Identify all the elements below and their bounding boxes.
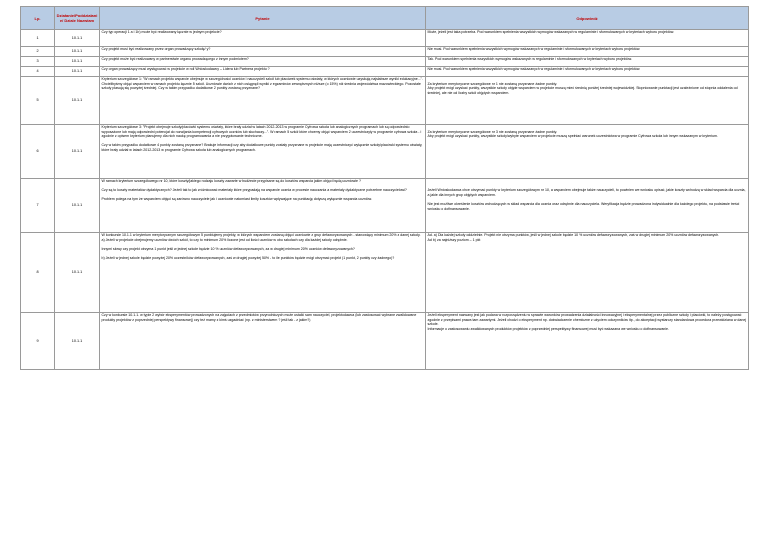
header-lp[interactable]: Lp. [21, 7, 55, 30]
question-text: Czy są to koszty materiałów dydaktycznych? Jeżeli tak to jak zróżnicować materiały które przypadają na wsparcie ucznia w procesie nauczania a materiały dydaktyczne potrzebne nauczycielowi? [101, 188, 407, 193]
row-number-cell[interactable]: 8 [21, 233, 55, 313]
question-cell[interactable] [100, 57, 426, 67]
question-text: Innymi słowy czy projekt otrzyma 1 punkt jeśli w jednej szkole będzie 10 % uczniów defaworyzowanych, za w drugiej minimum 20% uczniów defaworyzowanych? [101, 246, 355, 251]
question-cell[interactable] [100, 47, 426, 57]
answer-text: Nie musi. Pod warunkiem spełnienia wszystkich wymogów wskazanych w regulaminie i sformułowanych w kryteriach wyboru projektów. [427, 47, 641, 51]
answer-text: Ad b) za najniższy poziom – 1 pkt [427, 237, 481, 242]
answer-text: Informacje o zastosowaniu zwalidowanych produktów projektów z poprzedniej perspektywy finansowej musi być wskazana we wniosku o dofinansowanie. [427, 326, 670, 331]
question-text: Kryterium szczegółowe 3: "Projekt obejmuje szkoły/placówki systemu oświaty, które brały udział w latach 2012-2013 w programie Cyfrowa szkoła lub analogicznych programach lub są odpowiednio wyposażone lub mają odpowiedni potencjał do rozwijania kompetencji cyfrowych uczniów lub słuchaczy...". W ramach 5 szkół które chcemy objąć wsparciem 2 uczestniczyły w programie cyfrowa szkoła - i zgodnie z opisem kryterium planujemy dla nich naukę programowania a nie przygotowanie techniczne. [101, 125, 422, 139]
answer-text: Jeżeli Wnioskodawca chce otrzymać punkty w kryterium szczegółowym nr 10, a wsparciem obejmuje także nauczycieli, to powinien we wniosku opisać, jakie koszty wchodzą w skład wsparcia dla ucznia, a jakie dla innych grup objętych wsparciem. [427, 188, 746, 197]
measure-cell[interactable]: 10.1.1 [55, 179, 100, 233]
header-nr[interactable]: Działanie/Poddziałanie/ Dziale Nazwiam [55, 7, 100, 30]
table-row [21, 57, 749, 67]
qa-table [20, 6, 749, 370]
answer-cell[interactable] [426, 57, 749, 67]
table-row [21, 67, 749, 77]
question-cell[interactable] [100, 30, 426, 47]
row-number-cell[interactable]: 3 [21, 57, 55, 67]
answer-text: Ad. a) Dla każdej szkoły oddzielnie. Projekt nie otrzyma punktów, jeśli w jednej szkole będzie 10 % uczniów defaworyzowanych, zaś w drugiej minimum 20% uczniów defaworyzowanych. [427, 233, 720, 237]
answer-text: Jeżeli eksperyment nazwany jest jak podana w rozporządzeniu w sprawie warunków prowadzenia działalności innowacyjnej i eksperymentalnej przez publiczne szkoły i placówki, to należy postępować zgodnie z przepisami prawa tam zawartymi. Jeżeli chodzi o eksperyment np. doświadczenie chemiczne z użyciem odczynników itp., do akceptacji wystarczy standardowa procedura przewidziana w danej szkole. [427, 313, 747, 327]
header-row [21, 7, 749, 30]
table-row [21, 233, 749, 313]
question-text: Czy typ operacji 1 a i 1b) może być realizowany łącznie w jednym projekcie? [101, 30, 222, 34]
row-number-cell[interactable]: 5 [21, 77, 55, 125]
question-text: Czy w konkursie 10.1.1. w typie 2 wybór eksperymentów prowadzonych na zajęciach z przedmiotów przyrodniczych może ustalić sam nauczyciel, projektodawca (lub zastosować wybrane zwalidowane produkty projektów z poprzedniej perspektywy finansowej) czy też mamy z kimś uzgadniać (np. z ministerstwem ? jeśli tak - z jakim?) [101, 313, 417, 322]
question-cell[interactable] [100, 233, 426, 313]
answer-cell[interactable] [426, 67, 749, 77]
table-row [21, 179, 749, 233]
question-cell[interactable] [100, 77, 426, 125]
row-number-cell[interactable]: 6 [21, 125, 55, 179]
question-text: Czy w takim przypadku dodatkowe 4 punkty zostaną przyznane? Brakuje informacji czy aby dodatkowe punkty zostały przyznane w projekcie mają uczestniczyć wyłącznie szkoły/placówki systemu oświaty, które brały udział w latach 2012-2013 w programie Cyfrowa szkoła lub analogicznych programach. [101, 143, 423, 152]
answer-cell[interactable] [426, 30, 749, 47]
answer-text: Aby projekt mógł uzyskać punkty, wszystkie szkoły objęte wsparciem w projekcie muszą mieć średnią poniżej średniej wojewódzkiej. Stopniowanie punktacji jest uzależnione od stopnia oddalenia od średniej, ale nie od liczby szkół objętych wsparciem. [427, 86, 738, 95]
answer-cell[interactable] [426, 47, 749, 57]
table-row [21, 30, 749, 47]
table-row [21, 313, 749, 370]
table-row [21, 47, 749, 57]
question-cell[interactable] [100, 313, 426, 370]
answer-cell[interactable] [426, 125, 749, 179]
measure-cell[interactable]: 10.1.1 [55, 57, 100, 67]
answer-text: Za kryterium merytoryczne szczegółowe nr 1 nie zostaną przyznane żadne punkty. [427, 81, 558, 86]
answer-cell[interactable] [426, 77, 749, 125]
question-text: a) Jeżeli w projekcie obejmujemy uczniów dwóch szkół, to czy to minimum 20% liczone jest od ilości uczniów w obu szkołach czy dla każdej szkoły odrębnie. [101, 237, 348, 242]
answer-text: Nie jest możliwe określenie kosztów wchodzących w skład wsparcia dla ucznia oraz odrębnie dla nauczyciela. Weryfikacja będzie prowadzona indywidualnie dla każdego projektu, na podstawie treści wniosku o dofinansowanie. [427, 201, 740, 211]
answer-cell[interactable] [426, 313, 749, 370]
question-text: W ramach kryterium szczegółowego nr 10, które koszty/jakiego rodzaju koszty zawarte w budżecie przypisane są do kosztów wsparcia jakim objęci będą uczniowie ? [101, 179, 361, 183]
answer-cell[interactable] [426, 179, 749, 233]
question-cell[interactable] [100, 125, 426, 179]
measure-cell[interactable]: 10.1.1 [55, 125, 100, 179]
measure-cell[interactable]: 10.1.1 [55, 30, 100, 47]
answer-cell[interactable] [426, 233, 749, 313]
question-text: Problem polega na tym że wsparciem objęci są zarówno nauczyciele jak i uczniowie natomiast limity kosztów wpływające na punktację dotyczą wyłącznie wsparcia uczniów. [101, 197, 372, 202]
question-text: Czy projekt może być realizowany w partnerstwie organu prowadzącego z innym podmiotem? [101, 57, 249, 61]
question-cell[interactable] [100, 179, 426, 233]
answer-text: Nie musi. Pod warunkiem spełnienia wszystkich wymogów wskazanych w regulaminie i sformułowanych w kryteriach wyboru projektów. [427, 67, 641, 71]
row-number-cell[interactable]: 2 [21, 47, 55, 57]
table-row [21, 125, 749, 179]
header-question[interactable]: Pytanie [100, 7, 426, 30]
measure-cell[interactable]: 10.1.1 [55, 77, 100, 125]
question-text: Czy projekt musi być realizowany przez organ prowadzący szkołę/ y? [101, 47, 211, 51]
header-answer[interactable]: Odpowiedź [426, 7, 749, 30]
measure-cell[interactable]: 10.1.1 [55, 67, 100, 77]
measure-cell[interactable]: 10.1.1 [55, 47, 100, 57]
question-cell[interactable] [100, 67, 426, 77]
question-text: Czy organ prowadzący musi występować w projekcie w roli Wnioskodawcy – Lidera lub Partnera projektu ? [101, 67, 270, 71]
row-number-cell[interactable]: 1 [21, 30, 55, 47]
row-number-cell[interactable]: 4 [21, 67, 55, 77]
measure-cell[interactable]: 10.1.1 [55, 313, 100, 370]
question-text: W konkursie 10.1.1 w kryterium merytorycznym szczegółowym 5 punktujemy projekty, w których wsparciem zostaną objęci uczniowie z grup defaworyzowanych - stanowiący minimum 20% z danej szkoły. [101, 233, 421, 237]
table-row [21, 77, 749, 125]
answer-text: Może, jeżeli jest taka potrzeba. Pod warunkiem spełnienia wszystkich wymogów wskazanych w regulaminie i sformułowanych w kryteriach wyboru projektów. [427, 30, 675, 34]
row-number-cell[interactable]: 9 [21, 313, 55, 370]
row-number-cell[interactable]: 7 [21, 179, 55, 233]
measure-cell[interactable]: 10.1.1 [55, 233, 100, 313]
answer-text: Za kryterium merytoryczne szczegółowe nr 3 nie zostaną przyznane żadne punkty. [427, 129, 558, 134]
spreadsheet [20, 6, 748, 370]
answer-text: Tak. Pod warunkiem spełnienia wszystkich wymogów wskazanych w regulaminie i sformułowanych w kryteriach wyboru projektów. [427, 57, 632, 61]
answer-text: Aby projekt mógł uzyskać punkty, wszystkie szkoły/wybyte wsparciem w projekcie muszą spełniać warunek uczestnictwa w programie Cyfrowa szkoła lub innym wskazanym w kryterium. [427, 134, 718, 139]
question-text: b) Jeżeli w jednej szkole będzie powyżej 20% uczestników defaworyzowanych, zaś w drugiej powyżej 50% - to ile punktów będzie mógł otrzymać projekt (1 punkt, 2 punkty czy żadnego)? [101, 255, 395, 260]
question-text: Kryterium szczegółowe 1: "W ramach projektu wsparcie obejmuje w szczególności uczniów i nauczycieli szkół lub placówek systemu oświaty, w których uczniowie uzyskują najsłabsze wyniki edukacyjne...". Chcielibyśmy objąć wsparciem w ramach projektu łącznie 5 szkół. Uczniowie dwóch z nich osiągnęli wyniki z egzaminów zewnętrznych niższe (o 15%) niż średnia województwa mazowieckiego. Pozostałe szkoły plasują się powyżej średniej. Czy w takim przypadku dodatkowe 2 punkty zostaną przyznane? [101, 77, 423, 91]
